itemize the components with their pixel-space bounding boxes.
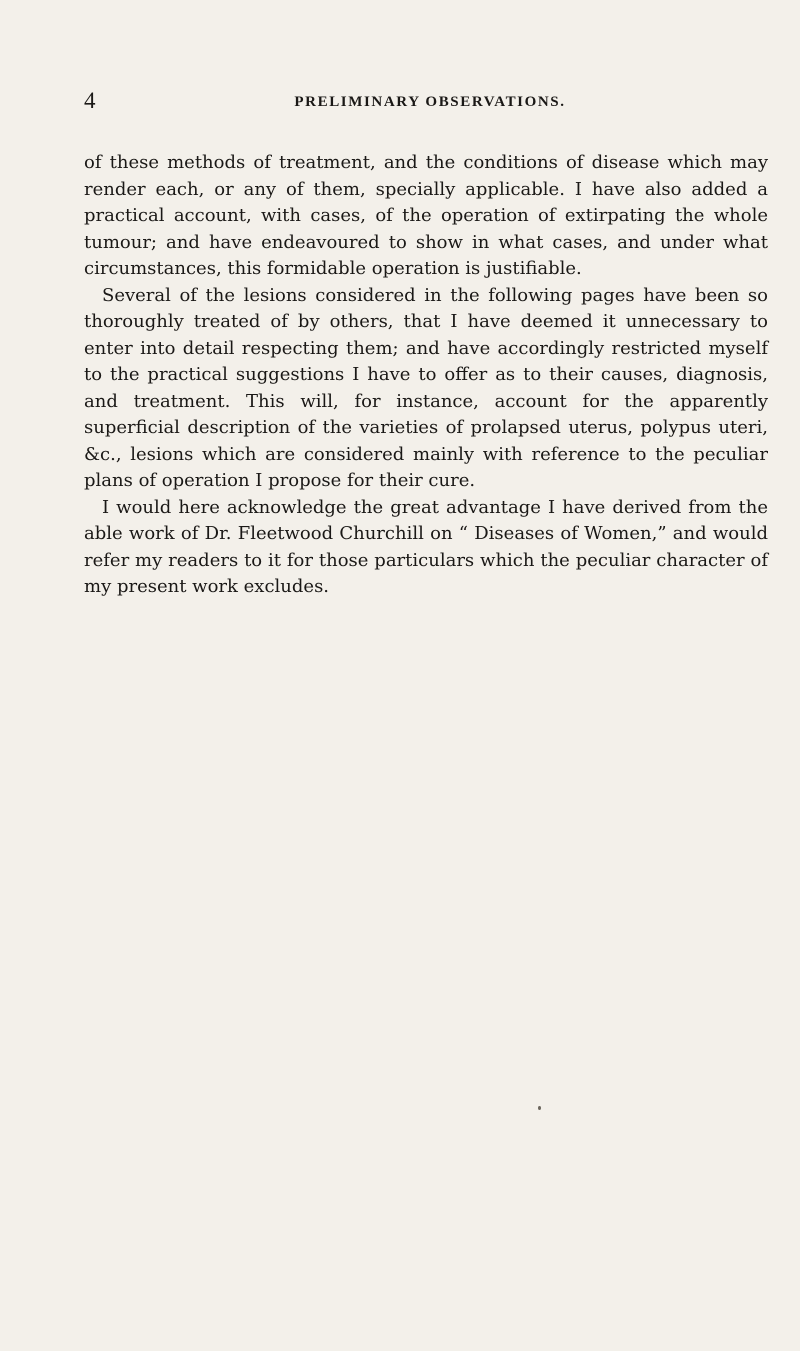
paragraph-3: I would here acknowledge the great advantage I have derived from the able work of Dr. Fleetwood Churchill on “ Diseases of Women,” and would refer my readers to it for those particulars which the peculiar character of my present work excludes. <box>84 496 768 597</box>
body-text <box>84 150 768 601</box>
paper-speck <box>538 1106 541 1110</box>
paragraph-1: of these methods of treatment, and the conditions of disease which may render each, or any of them, specially applicable. I have also added a practical account, with cases, of the operation of extirpating the whole tumour; and have endeavoured to show in what cases, and under what circumstances, this formidable operation is justifiable. <box>84 152 768 279</box>
running-head <box>84 86 776 116</box>
paragraph-2: Several of the lesions considered in the following pages have been so thoroughly treated of by others, that I have deemed it unnecessary to enter into detail respecting them; and have accordingly restricted myself to the practical suggestions I have to offer as to their causes, diagnosis, and treatment. This will, for instance, account for the apparently superficial description of the varieties of prolapsed uterus, polypus uteri, &c., lesions which are considered mainly with reference to the peculiar plans of operation I propose for their cure. <box>84 284 768 491</box>
chapter-heading: PRELIMINARY OBSERVATIONS. <box>294 94 566 110</box>
page-number: 4 <box>84 88 96 113</box>
